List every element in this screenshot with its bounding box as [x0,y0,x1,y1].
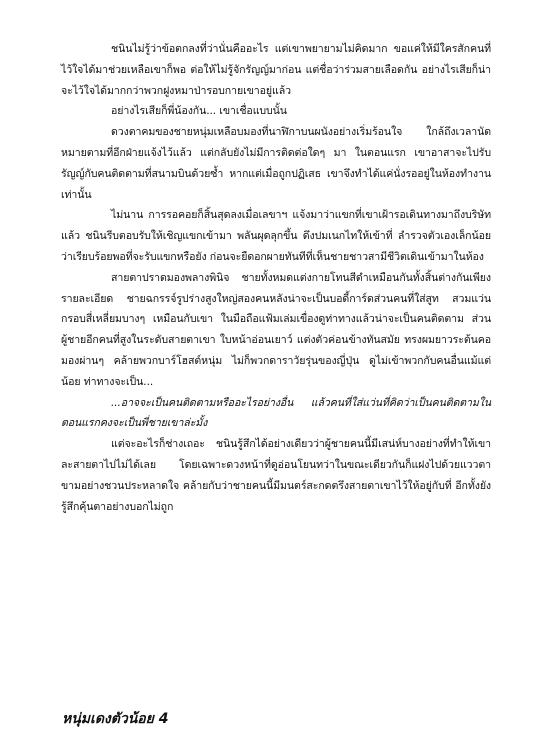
page-footer: หนุ่มเดงตัวน้อย 4 [62,711,169,727]
paragraph: สายตาปราดมองพลางพินิจ ชายทั้งหมดแต่งกายโทนสีดำเหมือนกันทั้งสิ้นต่างกันเพียงรายละเอียด ชายฉกรรจ์รูปร่างสูงใหญ่สองคนหลังน่าจะเป็นบอดี้การ์ดส่วนคนที่ใส่สูท สวมแว่นกรอบสี่เหลี่ยมบางๆ เหมือนกับเขา ในมือถือแฟ้มเล่มเขื่องดูท่าทางแล้วน่าจะเป็นคนติดตาม ส่วนผู้ชายอีกคนที่สูงในระดับสายตาเขา ใบหน้าอ่อนเยาว์ แต่งตัวค่อนข้างทันสมัย ทรงผมยาวระต้นคอ มองผ่านๆ คล้ายพวกบาร์โฮสต์หนุ่ม ไม่ก็พวกดาราวัยรุ่นของญี่ปุ่น ดูไม่เข้าพวกกับคนอื่นแม้แต่น้อย ท่าทางจะเป็น... [61,271,491,388]
paragraph: แต่จะอะไรก็ช่างเถอะ ชนินรู้สึกได้อย่างเดียวว่าผู้ชายคนนี้มีเสน่ห์บางอย่างที่ทำให้เขาละสายตาไปไม่ได้เลย โดยเฉพาะดวงหน้าที่ดูอ่อนโยนทว่าในขณะเดียวกันก็แฝงไปด้วยแววตาขามอย่างชวนประหลาดใจ คล้ายกับว่าชายคนนี้มีมนตร์สะกดตรึงสายตาเขาไว้ให้อยู่กับที่ อีกทั้งยังรู้สึกคุ้นตาอย่างบอกไม่ถูก [61,438,491,513]
italic-paragraph: ...อาจจะเป็นคนติดตามหรืออะไรอย่างอื่น แล้วคนที่ใส่แว่นที่คิดว่าเป็นคนติดตามในตอนแรกคงจะเป็นพี่ชายเขาล่ะมั้ง [61,396,491,430]
paragraph: ชนินไม่รู้ว่าข้อตกลงที่ว่านั่นคืออะไร แต่เขาพยายามไม่คิดมาก ขอแค่ให้มีใครสักคนที่ไว้ใจได้มาช่วยเหลือเขาก็พอ ต่อให้ไม่รู้จักรัญญ์มาก่อน แต่ชื่อว่าร่วมสายเลือดกัน อย่างไรเสียก็น่าจะไว้ใจได้มากกว่าพวกฝูงหมาป่ารอบกายเขาอยู่แล้ว [61,43,491,97]
paragraph: ไม่นาน การรอคอยก็สิ้นสุดลงเมื่อเลขาฯ แจ้งมาว่าแขกที่เขาเฝ้ารอเดินทางมาถึงบริษัทแล้ว ชนินรีบตอบรับให้เชิญแขกเข้ามา พลันผุดลุกขึ้น ดึงปมเนกไทให้เข้าที่ ลำรวจตัวเองเล็กน้อยว่าเรียบร้อยพอที่จะรับแขกหรือยัง ก่อนจะยืดอกผายทันทีที่เห็นชายชาวสามีชีวิตเดินเข้ามาในห้อง [61,209,491,263]
paragraph: ดวงตาคมของชายหนุ่มเหลือบมองที่นาฬิกาบนผนังอย่างเริ่มร้อนใจ ใกล้ถึงเวลานัดหมายตามที่อีกฝ่ายแจ้งไว้แล้ว แต่กลับยังไม่มีการติดต่อใดๆ มา ในตอนแรก เขาอาสาจะไปรับรัญญ์กับคนติดตามที่สนามบินด้วยซ้ำ หากแต่เมื่อถูกปฏิเสธ เขาจึงทำได้แค่นั่งรออยู่ในห้องทำงานเท่านั้น [61,126,491,201]
paragraph: อย่างไรเสียก็พี่น้องกัน... เขาเชื่อแบบนั้น [111,105,287,118]
page-body [61,39,491,517]
